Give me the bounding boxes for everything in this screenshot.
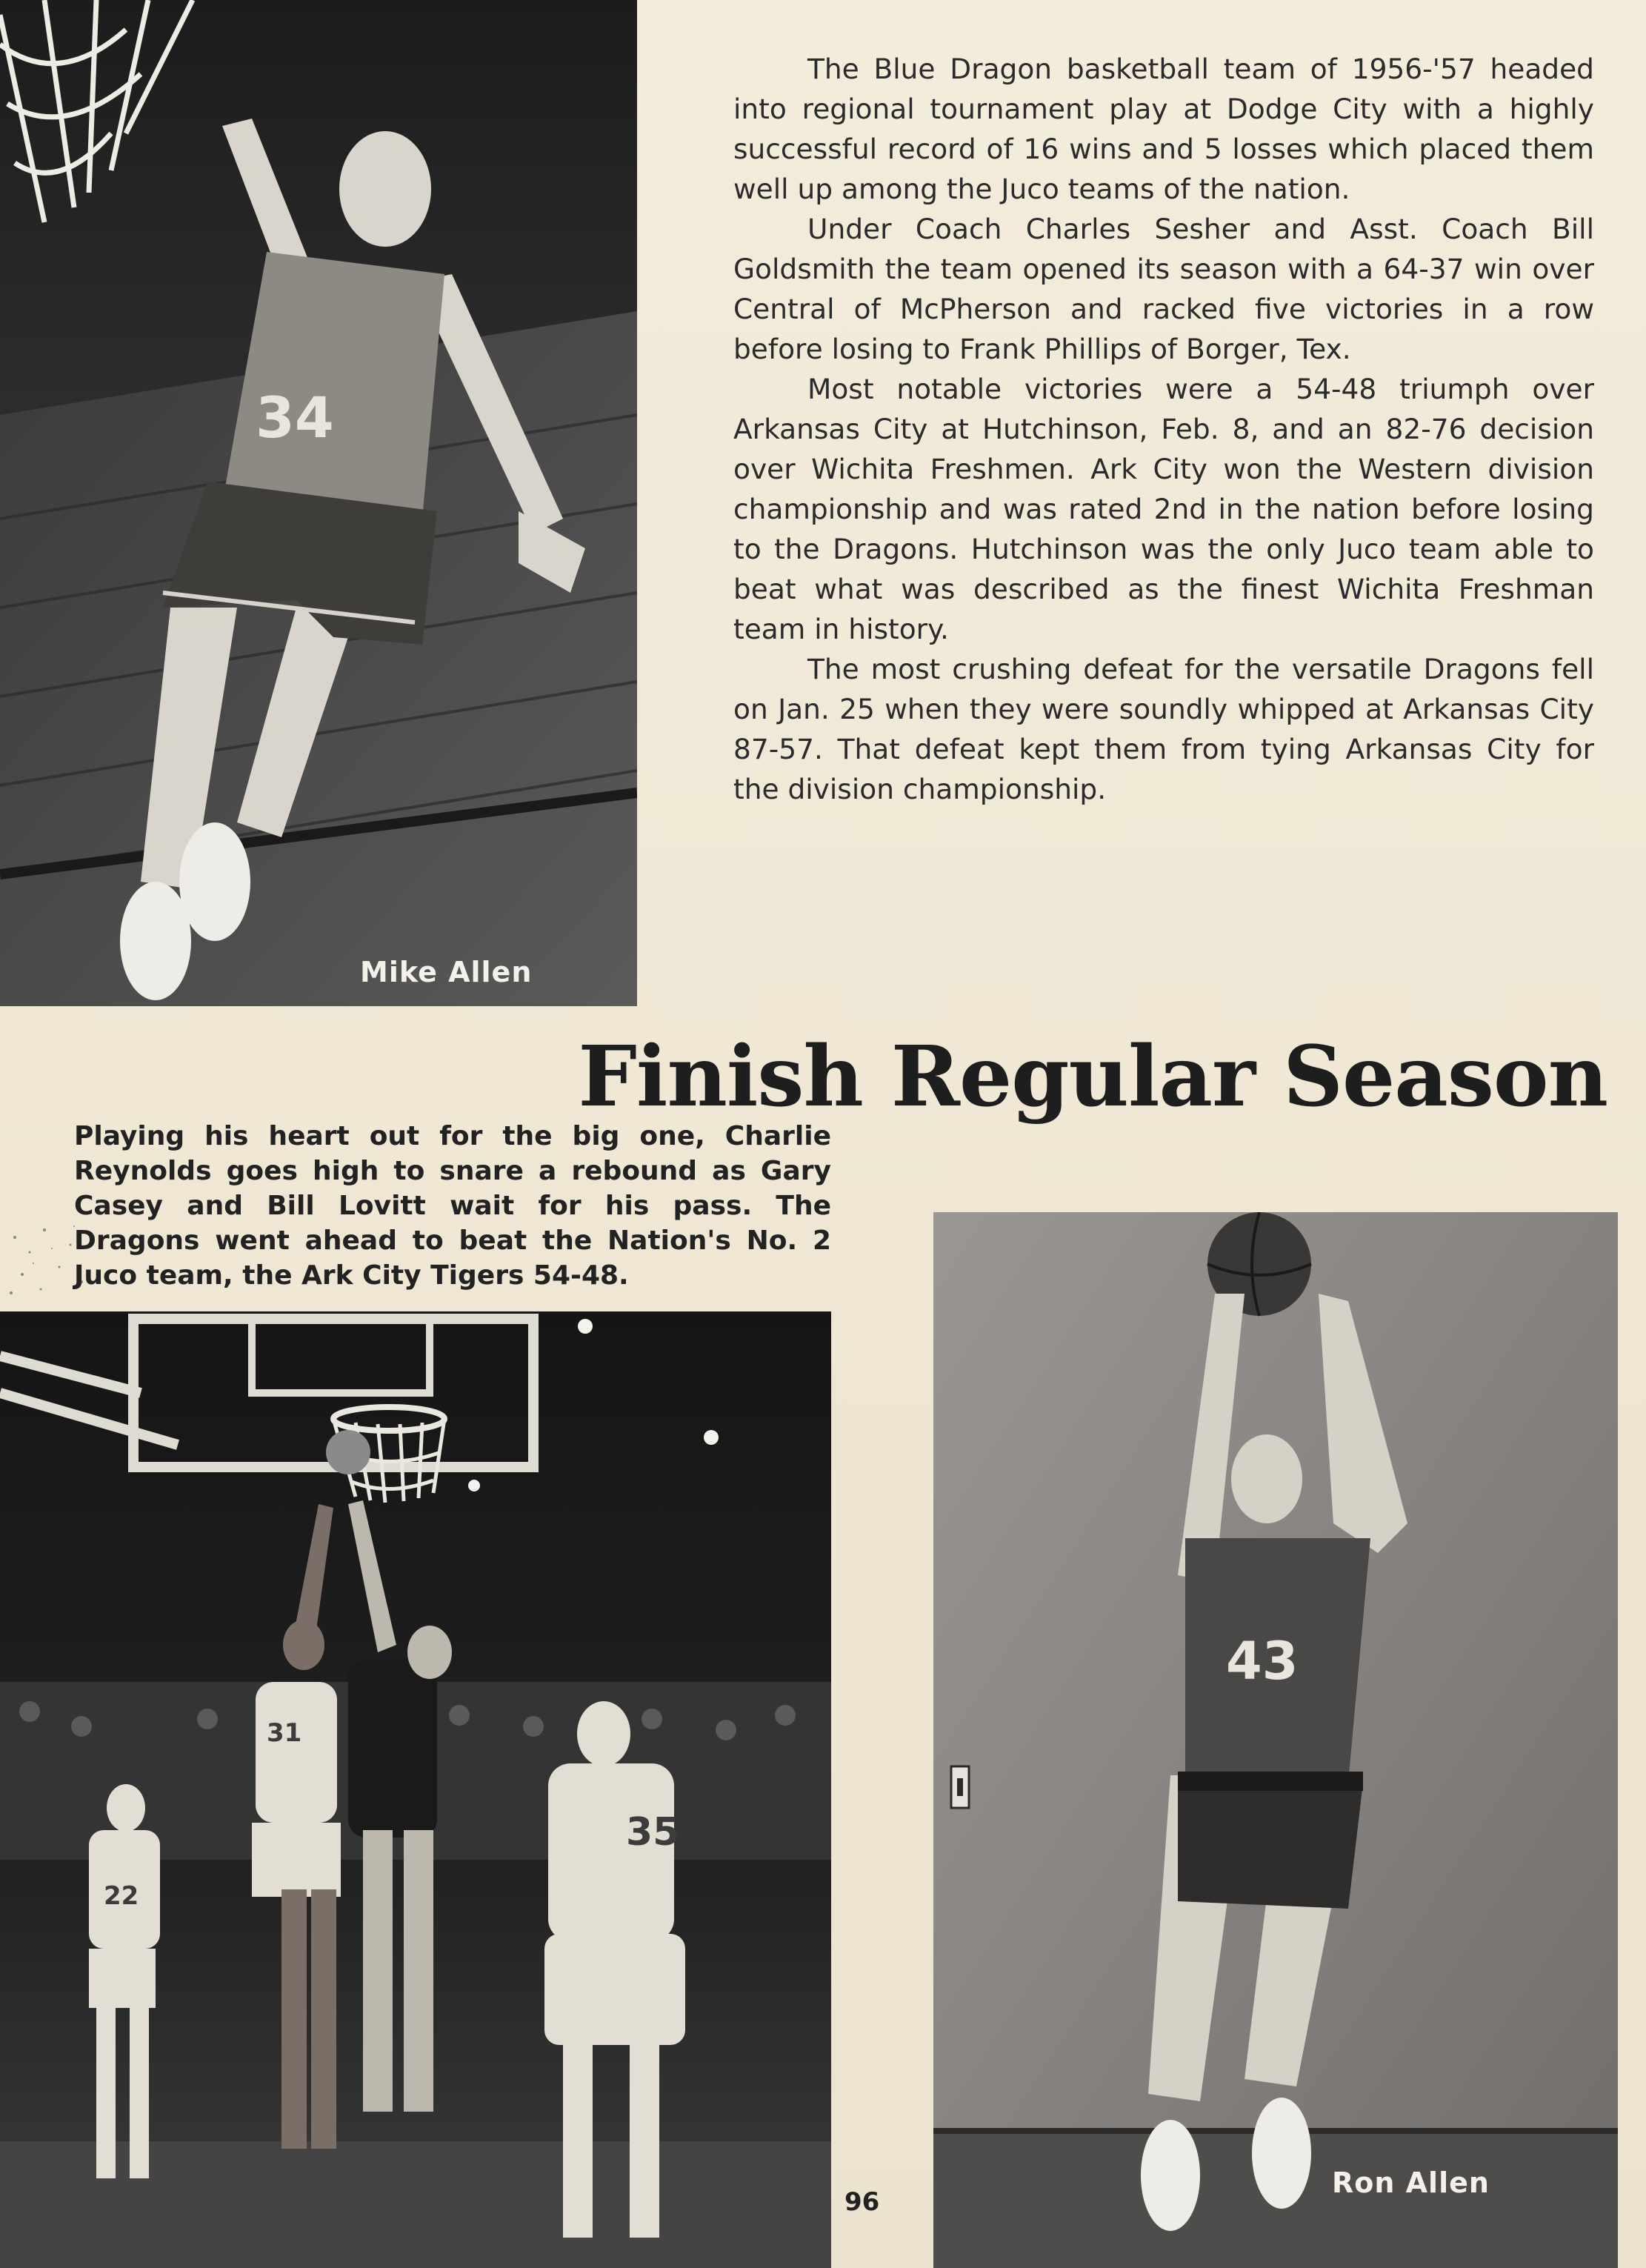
page-number: 96 xyxy=(844,2187,880,2217)
game-action-illustration xyxy=(0,1311,831,2268)
article-paragraph: Under Coach Charles Sesher and Asst. Coach Bill Goldsmith the team opened its season with a 64-37 win over Central of McPherson and racked five victories in a row before losing to Frank Phillips of Borger, Tex. xyxy=(733,213,1594,365)
ron-allen-illustration xyxy=(933,1212,1618,2268)
jersey-number-43: 43 xyxy=(1226,1631,1299,1692)
photo-ron-allen xyxy=(933,1212,1618,2268)
photo-label-ron-allen: Ron Allen xyxy=(1332,2166,1490,2199)
jersey-number-34: 34 xyxy=(256,385,334,450)
jersey-number-31: 31 xyxy=(267,1718,302,1748)
jersey-number-35: 35 xyxy=(626,1810,680,1855)
article-paragraph: Most notable victories were a 54-48 triumph over Arkansas City at Hutchinson, Feb. 8, and an 82-76 decision over Wichita Freshmen. Ark City won the Western division championship and was rated 2nd in the nation before losing to the Dragons. Hutchinson was the only Juco team able to beat what was described as the finest Wichita Freshman team in history. xyxy=(733,373,1594,645)
article-paragraph: The most crushing defeat for the versatile Dragons fell on Jan. 25 when they were soundly whipped at Arkansas City 87-57. That defeat kept them from tying Arkansas City for the division championship. xyxy=(733,653,1594,805)
article-paragraph: The Blue Dragon basketball team of 1956-'57 headed into regional tournament play at Dodge City with a highly successful record of 16 wins and 5 losses which placed them well up among the Juco teams of the nation. xyxy=(733,53,1594,205)
photo-game-action xyxy=(0,1311,831,2268)
jersey-number-22: 22 xyxy=(104,1881,139,1911)
photo-label-mike-allen: Mike Allen xyxy=(360,956,533,988)
photo-mike-allen xyxy=(0,0,637,1006)
game-photo-caption: Playing his heart out for the big one, Charlie Reynolds goes high to snare a rebound as Gary Casey and Bill Lovitt wait for his pass. The Dragons went ahead to beat the Nation's No. 2 Juco team, the Ark City Tigers 54-48. xyxy=(74,1121,831,1291)
mike-allen-illustration xyxy=(0,0,637,1006)
article-body xyxy=(733,49,1594,809)
page-headline: Finish Regular Season xyxy=(578,1028,1607,1125)
